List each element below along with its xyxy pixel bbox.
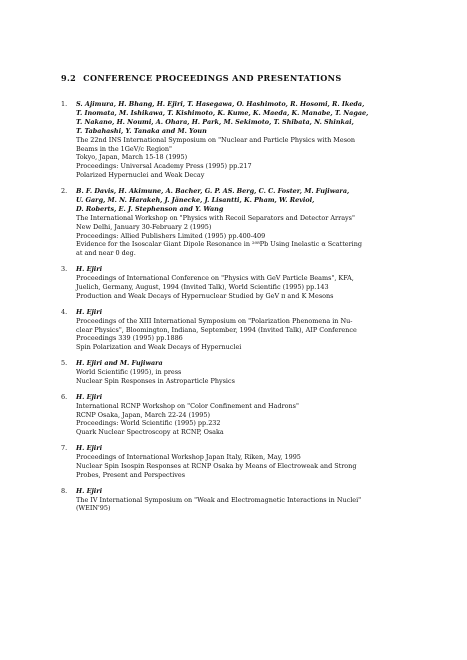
item-number: 3. (61, 265, 68, 274)
section-title: CONFERENCE PROCEEDINGS AND PRESENTATIONS (83, 73, 342, 83)
list-item (61, 265, 409, 301)
detail-line: RCNP Osaka, Japan, March 22-24 (1995) (76, 410, 210, 419)
detail-line: Quark Nuclear Spectroscopy at RCNP, Osaka (76, 428, 224, 437)
item-number: 5. (61, 359, 68, 368)
list-item (61, 308, 409, 353)
detail-line: (WEIN'95) (76, 504, 111, 513)
detail-line: Proceedings 339 (1995) pp.1886 (76, 334, 183, 343)
item-number: 4. (61, 307, 68, 316)
list-item (61, 444, 409, 480)
author-line: H. Ejiri (76, 486, 103, 495)
detail-line: Proceedings of the XIII International Symposium on "Polarization Phenomena in Nu- (76, 316, 353, 325)
detail-line: Evidence for the Isoscalar Giant Dipole Resonance in ²⁰⁸Pb Using Inelastic α Scattering (76, 240, 362, 249)
author-line: H. Ejiri (76, 307, 103, 316)
list-item (61, 359, 409, 386)
item-number: 1. (61, 100, 68, 108)
detail-line: Production and Weak Decays of Hypernuclear Studied by GeV π and K Mesons (76, 291, 334, 300)
detail-line: New Delhi, January 30-February 2 (1995) (76, 222, 212, 231)
detail-line: Probes, Present and Perspectives (76, 470, 186, 479)
detail-line: World Scientific (1995), in press (76, 368, 182, 377)
detail-line: Proceedings: Allied Publishers Limited (1995) pp.400-409 (76, 231, 266, 240)
item-number: 8. (61, 486, 68, 495)
detail-line: Spin Polarization and Weak Decays of Hypernuclei (76, 343, 242, 352)
list-item (61, 487, 409, 514)
author-line: U. Garg, M. N. Harakeh, J. Jänecke, J. Lisantti, K. Pham, W. Reviol, (76, 195, 315, 204)
detail-line: Tokyo, Japan, March 15-18 (1995) (76, 153, 188, 162)
detail-line: Nuclear Spin Responses in Astroparticle Physics (76, 376, 235, 385)
author-line: H. Ejiri (76, 265, 103, 274)
detail-line: Proceedings of International Workshop Japan Italy, Riken, May, 1995 (76, 453, 301, 462)
detail-line: clear Physics", Bloomington, Indiana, September, 1994 (Invited Talk), AIP Conference (76, 325, 357, 334)
detail-line: Juelich, Germany, August, 1994 (Invited Talk), World Scientific (1995) pp.143 (76, 283, 329, 291)
item-number: 6. (61, 392, 68, 401)
list-item (61, 187, 409, 258)
detail-line: Beams in the 1GeV/c Region" (76, 144, 173, 153)
item-number: 7. (61, 444, 68, 453)
author-line: D. Roberts, E. J. Stephenson and Y. Wang (76, 204, 224, 213)
detail-line: Proceedings of International Conference on "Physics with GeV Particle Beams", KFA, (76, 274, 354, 283)
author-line: B. F. Davis, H. Akimune, A. Bacher, G. P. AS. Berg, C. C. Foster, M. Fujiwara, (76, 187, 350, 196)
author-line: T. Tabahashi, Y. Tanaka and M. Youn (76, 126, 207, 135)
detail-line: The 22nd INS International Symposium on "Nuclear and Particle Physics with Meson (76, 135, 356, 144)
author-line: T. Inomata, M. Ishikawa, T. Kishimoto, K. Kume, K. Maeda, K. Manabe, T. Nagae, (76, 108, 369, 117)
detail-line: Nuclear Spin Isospin Responses at RCNP Osaka by Means of Electroweak and Strong (76, 461, 357, 470)
detail-line: The IV International Symposium on "Weak and Electromagnetic Interactions in Nuclei" (76, 495, 362, 504)
list-item (61, 393, 409, 438)
section-number: 9.2 (61, 73, 77, 83)
proceedings-list (61, 100, 409, 520)
section-heading (61, 73, 342, 83)
author-line: T. Nakano, H. Noumi, A. Ohara, H. Park, M. Sekimoto, T. Shibata, N. Shinkai, (76, 117, 354, 126)
item-number: 2. (61, 187, 68, 196)
author-line: H. Ejiri and M. Fujiwara (76, 359, 163, 368)
detail-line: Polarized Hypernuclei and Weak Decay (76, 171, 205, 180)
author-line: S. Ajimura, H. Bhang, H. Ejiri, T. Hasegawa, O. Hashimoto, R. Hosomi, R. Ikeda, (76, 100, 365, 108)
detail-line: Proceedings: World Scientific (1995) pp.232 (76, 419, 221, 428)
list-item (61, 100, 409, 180)
author-line: H. Ejiri (76, 392, 103, 401)
detail-line: The International Workshop on "Physics with Recoil Separators and Detector Arrays" (76, 213, 355, 222)
detail-line: at and near 0 deg. (76, 249, 136, 258)
detail-line: International RCNP Workshop on "Color Confinement and Hadrons" (76, 401, 299, 410)
detail-line: Proceedings: Universal Academy Press (1995) pp.217 (76, 162, 252, 171)
author-line: H. Ejiri (76, 444, 103, 453)
